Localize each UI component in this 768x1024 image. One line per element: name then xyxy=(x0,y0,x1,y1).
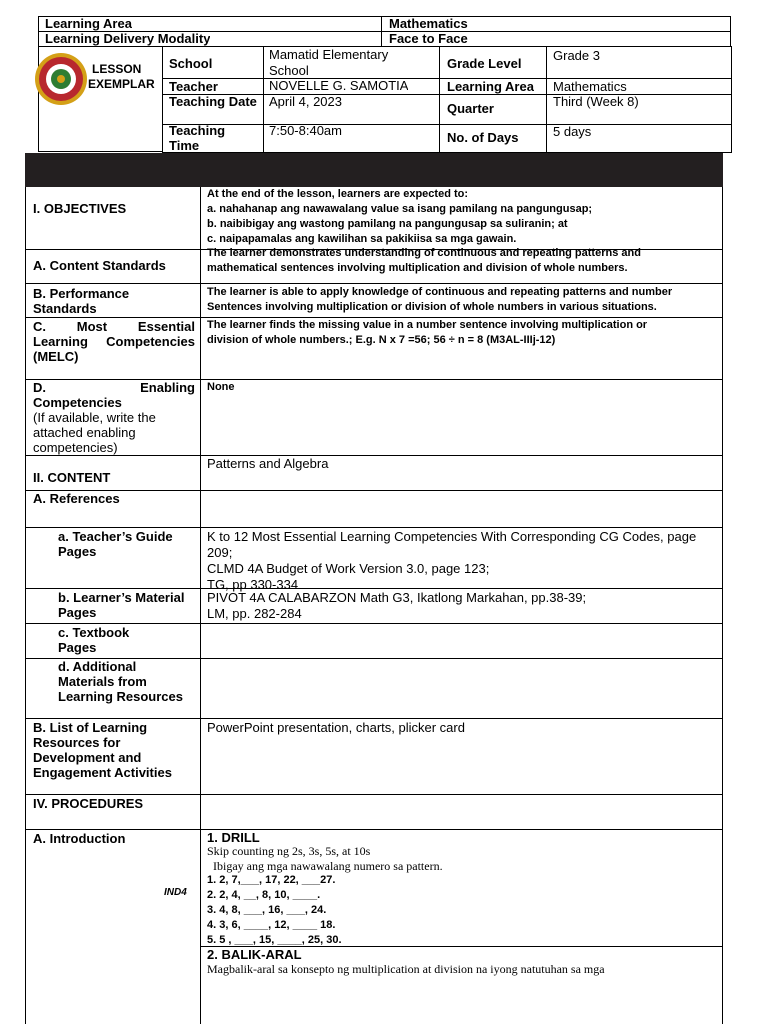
introduction-label: A. Introduction xyxy=(33,831,126,846)
enabling-value: None xyxy=(207,381,235,393)
content-value: Patterns and Algebra xyxy=(207,456,329,471)
lesson-title-line1: LESSON xyxy=(92,62,142,76)
grade-label: Grade Level xyxy=(447,56,522,71)
school-value: Mamatid Elementary School xyxy=(269,47,389,78)
pattern-item: 5. 5 , ___, 15, ____, 25, 30. xyxy=(207,934,342,946)
performance-standards-label: B. Performance Standards xyxy=(33,286,130,316)
time-value: 7:50-8:40am xyxy=(269,123,342,138)
learning-area-label: Learning Area xyxy=(45,16,132,31)
objectives-line: c. naipapamalas ang kawilihan sa pakikiisa sa mga gawain. xyxy=(207,233,517,245)
learners-material-label: b. Learner’s Material Pages xyxy=(58,590,185,620)
quarter-value: Third (Week 8) xyxy=(553,94,639,109)
lesson-title-line2: EXEMPLAR xyxy=(88,77,155,91)
tg-line: TG, pp 330-334 xyxy=(207,577,299,592)
enabling-label: D. Enabling Competencies xyxy=(33,380,195,410)
pattern-item: 4. 3, 6, ____, 12, ____ 18. xyxy=(207,919,336,931)
modality-header-row xyxy=(38,31,731,47)
references-label: A. References xyxy=(33,491,120,506)
content-label: II. CONTENT xyxy=(33,470,111,485)
list-resources-label: B. List of Learning Resources for Development and Engagement Activities xyxy=(33,720,172,780)
ind-label: IND4 xyxy=(164,887,187,898)
performance-standards-text: The learner is able to apply knowledge of continuous and repeating patterns and number Sentences involving multiplication or division of whole numbers in various situations. xyxy=(207,286,673,313)
content-standards-text: The learner demonstrates understanding of continuous and repeating patterns and mathematical sentences involving multiplication and division of whole numbers. xyxy=(207,247,641,274)
objectives-line: a. nahahanap ang nawawalang value sa isang pamilang na pangungusap; xyxy=(207,203,593,215)
grade-value: Grade 3 xyxy=(553,48,600,63)
teacher-value: NOVELLE G. SAMOTIA xyxy=(269,78,409,93)
quarter-label: Quarter xyxy=(447,101,494,116)
deped-seal-logo xyxy=(34,52,88,106)
pattern-item: 3. 4, 8, ___, 16, ___, 24. xyxy=(207,904,327,916)
objectives-line: b. naibibigay ang wastong pamilang na pangungusap sa suliranin; at xyxy=(207,218,568,230)
tg-line: CLMD 4A Budget of Work Version 3.0, page 123; xyxy=(207,561,490,576)
drill-instruction-2: Ibigay ang mga nawawalang numero sa pattern. xyxy=(213,859,443,873)
school-label: School xyxy=(169,56,213,71)
pattern-item: 2. 2, 4, __, 8, 10, ____. xyxy=(207,889,321,901)
date-label: Teaching Date xyxy=(169,94,257,109)
objectives-text xyxy=(207,187,719,247)
melc-label: C. Most Essential Learning Competencies (MELC) xyxy=(33,319,195,364)
days-value: 5 days xyxy=(553,124,592,139)
teachers-guide-label: a. Teacher’s Guide Pages xyxy=(58,529,173,559)
tg-line: K to 12 Most Essential Learning Competencies With Corresponding CG Codes, page 209; xyxy=(207,529,697,560)
objectives-line: At the end of the lesson, learners are expected to: xyxy=(207,188,469,200)
additional-materials-label: d. Additional Materials from Learning Resources xyxy=(58,659,183,704)
pattern-item: 1. 2, 7,___, 17, 22, ___27. xyxy=(207,874,336,886)
content-standards-label: A. Content Standards xyxy=(33,258,166,273)
learning-area-header-row xyxy=(38,16,731,32)
teachers-guide-text xyxy=(207,529,707,593)
days-label: No. of Days xyxy=(447,130,519,145)
enabling-note: (If available, write the attached enabling competencies) xyxy=(33,410,156,455)
objectives-label: I. OBJECTIVES xyxy=(33,201,127,216)
modality-label: Learning Delivery Modality xyxy=(45,31,211,46)
learning-area-value: Mathematics xyxy=(389,16,468,31)
drill-title: 1. DRILL xyxy=(207,830,260,845)
date-value: April 4, 2023 xyxy=(269,94,342,109)
info-grid xyxy=(162,46,732,153)
balik-aral-text: Magbalik-aral sa konsepto ng multiplication at division na iyong natutuhan sa mga xyxy=(207,962,605,976)
textbook-pages-label: c. Textbook Pages xyxy=(58,625,130,655)
time-label: Teaching Time xyxy=(169,123,226,153)
list-resources-value: PowerPoint presentation, charts, plicker card xyxy=(207,720,465,735)
drill-instruction-1: Skip counting ng 2s, 3s, 5s, at 10s xyxy=(207,844,371,858)
balik-aral-title: 2. BALIK-ARAL xyxy=(207,947,302,962)
drill-patterns xyxy=(207,873,342,948)
table-header-band xyxy=(25,153,723,187)
lm-line: PIVOT 4A CALABARZON Math G3, Ikatlong Markahan, pp.38-39; xyxy=(207,590,587,605)
teacher-label: Teacher xyxy=(169,79,218,94)
melc-text: The learner finds the missing value in a number sentence involving multiplication or division of whole numbers.; E.g. N x 7 =56; 56 ÷ n = 8 (M3AL-IIIj-12) xyxy=(207,319,648,346)
learners-material-text xyxy=(207,590,707,622)
procedures-label: IV. PROCEDURES xyxy=(33,796,144,811)
modality-value: Face to Face xyxy=(389,31,468,46)
lm-line: LM, pp. 282-284 xyxy=(207,606,302,621)
area-value: Mathematics xyxy=(553,79,627,94)
area-label: Learning Area xyxy=(447,79,534,94)
